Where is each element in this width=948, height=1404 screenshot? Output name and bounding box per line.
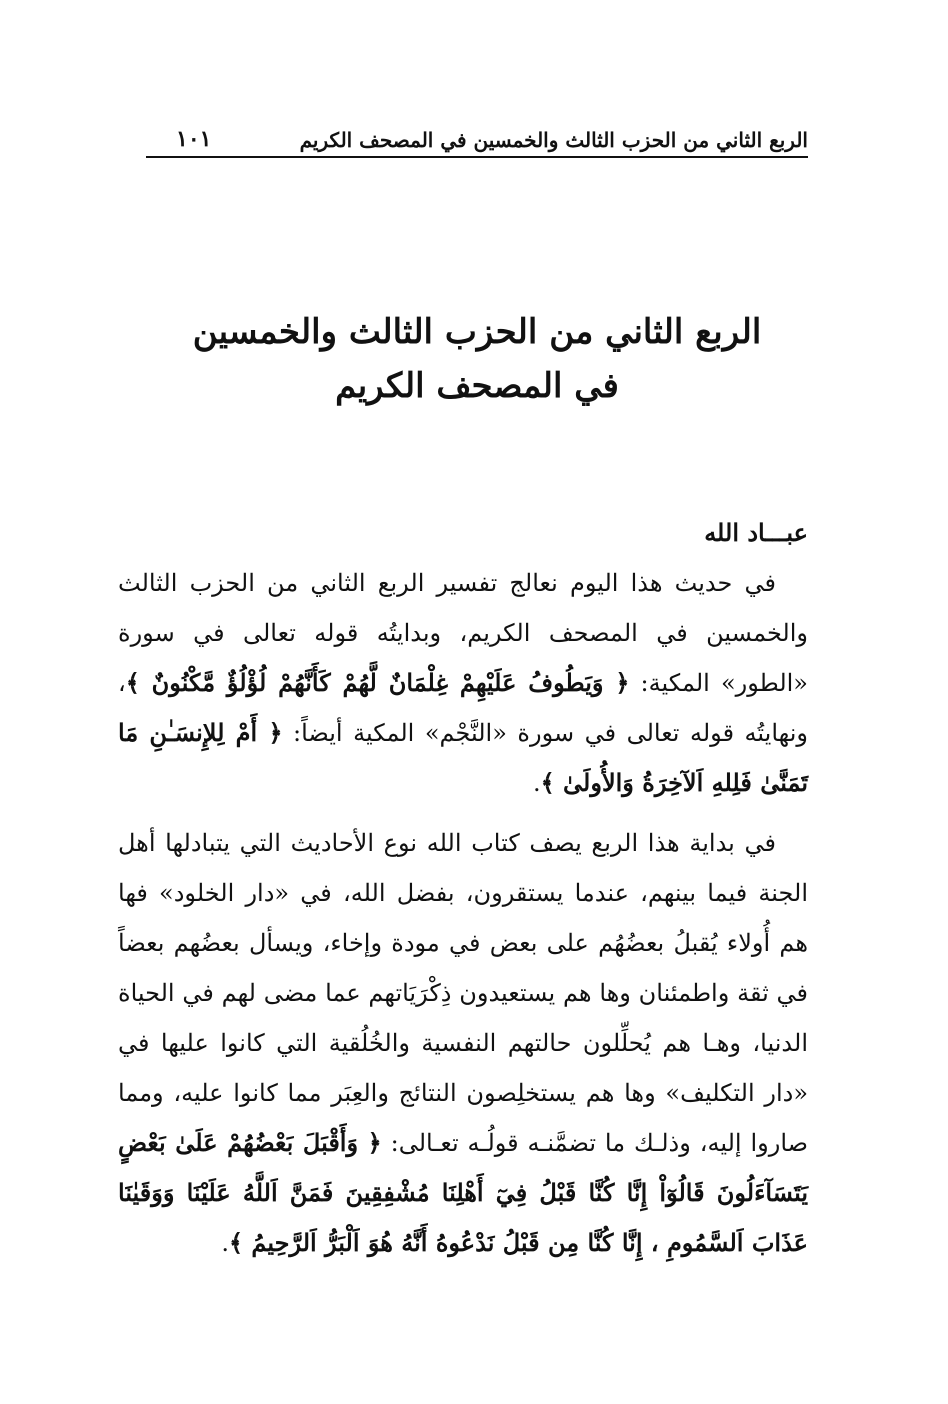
paragraph-2 <box>118 818 808 1268</box>
quran-quote-3: ﴿ وَأَقْبَلَ بَعْضُهُمْ عَلَىٰ بَعْضٍ يَتَسَآءَلُونَ قَالُوٓاْ إِنَّا كُنَّا قَبْلُ فِيٓ أَهْلِنَا مُشْفِقِينَ فَمَنَّ اَللَّهُ عَلَيْنَا وَوَقَيٰنَا عَذَابَ اَلسَّمُومِ ، إِنَّا كُنَّا مِن قَبْلُ نَدْعُوهُ أَنَّهُ هُوَ اَلْبَرُّ اَلرَّحِيمُ ﴾ <box>118 1128 808 1257</box>
body-text <box>118 508 808 1278</box>
salutation: عبـــاد الله <box>704 518 808 547</box>
quran-quote-1: ﴿ وَيَطُوفُ عَلَيْهِمْ غِلْمَانٌ لَّهُمْ كَأَنَّهُمْ لُؤْلُؤٌ مَّكْنُونٌ ﴾ <box>125 668 630 697</box>
paragraph-1-text-b: ، ونهايتُه قوله تعالى في سورة «النَّجْم» المكية أيضاً: <box>118 669 808 747</box>
chapter-title-line-1: الربع الثاني من الحزب الثالث والخمسين <box>192 312 762 352</box>
paragraph-1-text-c: . <box>532 769 541 797</box>
paragraph-1 <box>118 558 808 808</box>
chapter-title-line-2: في المصحف الكريم <box>335 366 619 406</box>
quran-quote-2: ﴿ أَمْ لِلإِنسَـٰنِ مَا تَمَنَّىٰ فَلِلهِ اَلآخِرَةُ وَالأُولَىٰ ﴾ <box>118 718 808 797</box>
running-header-title: الربع الثاني من الحزب الثالث والخمسين في المصحف الكريم <box>299 128 808 152</box>
paragraph-2-text-b: . <box>221 1229 229 1257</box>
running-header <box>146 118 808 158</box>
page-number: ١٠١ <box>176 126 212 152</box>
paragraph-2-text-a: في بداية هذا الربع يصف كتاب الله نوع الأحاديث التي يتبادلها أهل الجنة فيما بينهم، عندما يستقرون، بفضل الله، في «دار الخلود» فها هم أُولاء يُقبلُ بعضُهُم على بعض في مودة وإخاء، ويسأل بعضُهم بعضاً في ثقة واطمئنان وها هم يستعيدون ذِكْرَيَاتهم عما مضى لهم في الحياة الدنيا، وهـا هم يُحلِّلون حالتهم النفسية والخُلُقية التي كانوا عليها في «دار التكليف» وها هم يستخلِصون النتائج والعِبَر مما كانوا عليه، ومما صاروا إليه، وذلـك ما تضمَّنـه قولُـه تعـالى: <box>118 829 809 1157</box>
chapter-title <box>146 305 808 413</box>
paragraph-1-text-a: في حديث هذا اليوم نعالج تفسير الربع الثاني من الحزب الثالث والخمسين في المصحف الكريم، وبدايتُه قوله تعالى في سورة «الطور» المكية: <box>118 569 808 697</box>
